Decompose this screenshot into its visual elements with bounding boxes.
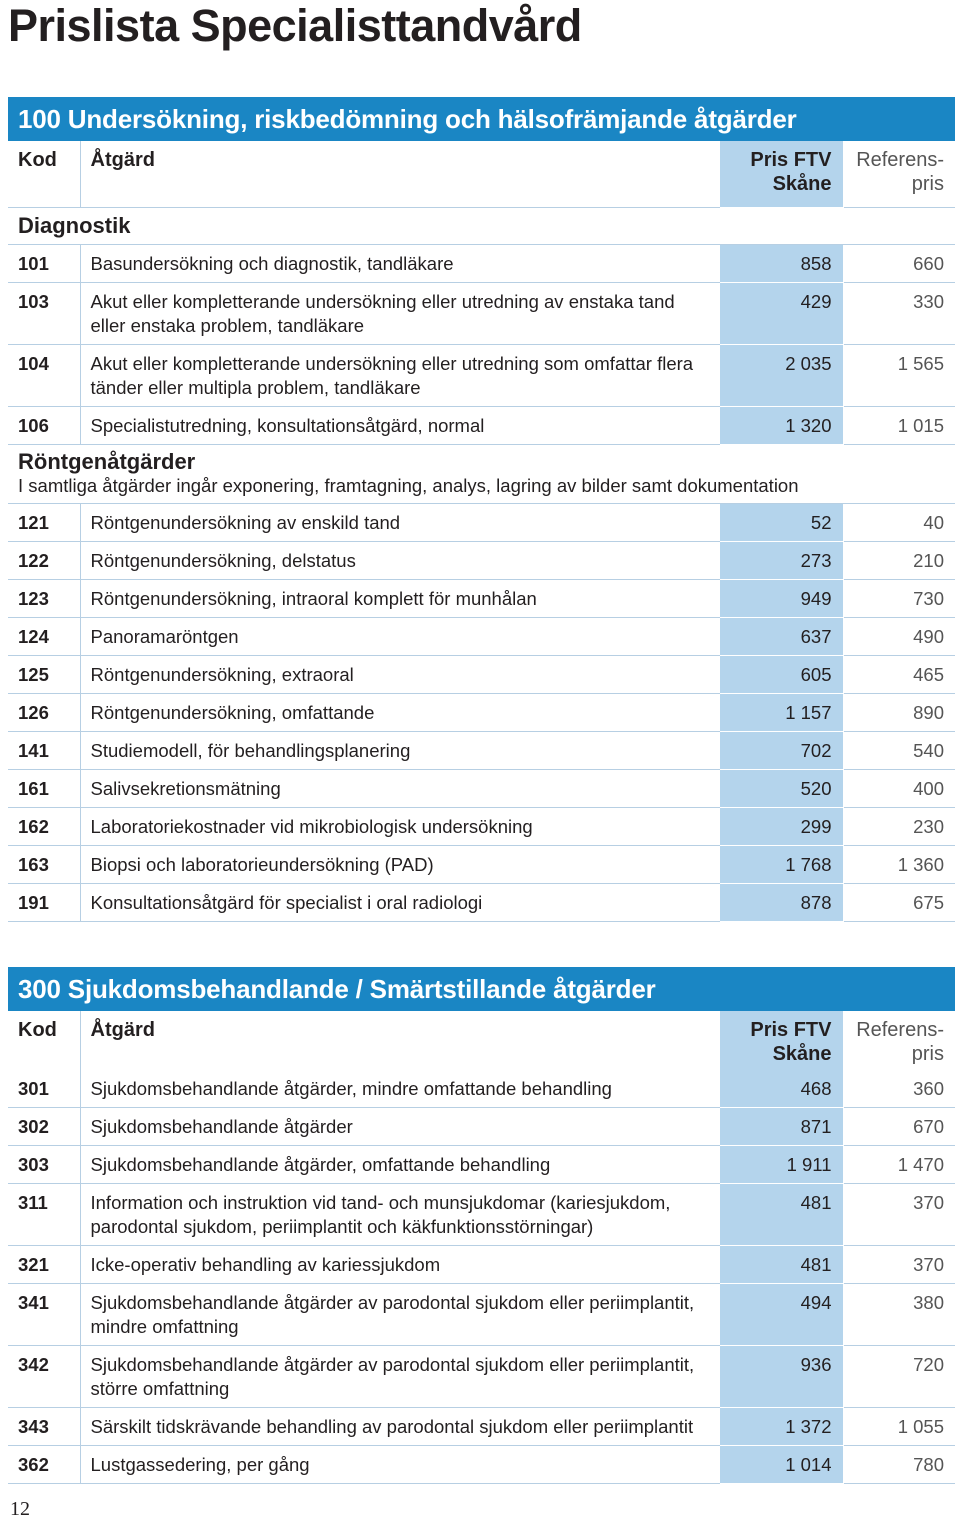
price-ftv-cell: 1 157 [720,693,843,731]
table-row [8,344,955,406]
price-ftv-cell: 702 [720,731,843,769]
code-cell: 311 [8,1184,80,1246]
price-ftv-cell: 2 035 [720,344,843,406]
reference-price-cell: 40 [843,503,955,541]
table-row [8,807,955,845]
description-cell: Röntgenundersökning, delstatus [80,541,720,579]
description-cell: Röntgenundersökning, extraoral [80,655,720,693]
reference-price-cell: 890 [843,693,955,731]
table-row [8,617,955,655]
price-ftv-cell: 481 [720,1246,843,1284]
table-row [8,1246,955,1284]
reference-price-cell: 330 [843,282,955,344]
description-cell: Salivsekretionsmätning [80,769,720,807]
section-100 [8,97,955,922]
table-row [8,731,955,769]
reference-price-cell: 1 055 [843,1408,955,1446]
reference-price-cell: 465 [843,655,955,693]
description-cell: Akut eller kompletterande undersökning eller utredning av enstaka tand eller enstaka problem, tandläkare [80,282,720,344]
table-row [8,693,955,731]
table-row [8,406,955,444]
description-cell: Särskilt tidskrävande behandling av parodontal sjukdom eller periimplantit [80,1408,720,1446]
description-cell: Sjukdomsbehandlande åtgärder [80,1108,720,1146]
code-cell: 362 [8,1446,80,1484]
table-row [8,244,955,282]
group-cell-rontgen [8,444,955,503]
description-cell: Laboratoriekostnader vid mikrobiologisk undersökning [80,807,720,845]
description-cell: Röntgenundersökning av enskild tand [80,503,720,541]
description-cell: Lustgassedering, per gång [80,1446,720,1484]
col-atgard-header: Åtgärd [80,141,720,207]
group-note-rontgen: I samtliga åtgärder ingår exponering, framtagning, analys, lagring av bilder samt dokumentation [18,474,799,496]
description-cell: Sjukdomsbehandlande åtgärder av parodontal sjukdom eller periimplantit, mindre omfattning [80,1284,720,1346]
description-cell: Sjukdomsbehandlande åtgärder av parodontal sjukdom eller periimplantit, större omfattning [80,1346,720,1408]
code-cell: 303 [8,1146,80,1184]
price-ftv-cell: 1 014 [720,1446,843,1484]
description-cell: Sjukdomsbehandlande åtgärder, mindre omfattande behandling [80,1070,720,1108]
code-cell: 122 [8,541,80,579]
code-cell: 125 [8,655,80,693]
description-cell: Basundersökning och diagnostik, tandläkare [80,244,720,282]
description-cell: Biopsi och laboratorieundersökning (PAD) [80,845,720,883]
description-cell: Panoramaröntgen [80,617,720,655]
table-row [8,1446,955,1484]
code-cell: 141 [8,731,80,769]
reference-price-cell: 380 [843,1284,955,1346]
code-cell: 161 [8,769,80,807]
table-row [8,1408,955,1446]
table-header-row [8,1011,955,1070]
reference-price-cell: 1 015 [843,406,955,444]
code-cell: 321 [8,1246,80,1284]
table-row [8,769,955,807]
table-row [8,282,955,344]
col-pris-header: Pris FTV Skåne [720,141,843,207]
description-cell: Studiemodell, för behandlingsplanering [80,731,720,769]
table-row [8,503,955,541]
group-row-rontgen [8,444,955,503]
reference-price-cell: 210 [843,541,955,579]
table-header-row [8,141,955,207]
reference-price-cell: 540 [843,731,955,769]
description-cell: Röntgenundersökning, omfattande [80,693,720,731]
description-cell: Icke-operativ behandling av kariessjukdom [80,1246,720,1284]
price-ftv-cell: 299 [720,807,843,845]
reference-price-cell: 230 [843,807,955,845]
code-cell: 343 [8,1408,80,1446]
code-cell: 301 [8,1070,80,1108]
code-cell: 123 [8,579,80,617]
code-cell: 163 [8,845,80,883]
description-cell: Röntgenundersökning, intraoral komplett för munhålan [80,579,720,617]
price-ftv-cell: 1 320 [720,406,843,444]
price-ftv-cell: 1 911 [720,1146,843,1184]
reference-price-cell: 730 [843,579,955,617]
price-ftv-cell: 637 [720,617,843,655]
code-cell: 124 [8,617,80,655]
col-kod-header: Kod [8,141,80,207]
price-ftv-cell: 878 [720,883,843,921]
price-ftv-cell: 949 [720,579,843,617]
price-ftv-cell: 520 [720,769,843,807]
price-ftv-cell: 1 372 [720,1408,843,1446]
col-ref-header: Referens- pris [843,141,955,207]
page-number: 12 [10,1498,30,1520]
page-title: Prislista Specialisttandvård [8,0,582,51]
code-cell: 103 [8,282,80,344]
reference-price-cell: 370 [843,1246,955,1284]
reference-price-cell: 370 [843,1184,955,1246]
reference-price-cell: 1 360 [843,845,955,883]
reference-price-cell: 1 470 [843,1146,955,1184]
col-ref-header: Referens- pris [856,1019,944,1065]
price-ftv-cell: 429 [720,282,843,344]
col-kod-header: Kod [8,1011,80,1070]
reference-price-cell: 720 [843,1346,955,1408]
reference-price-cell: 400 [843,769,955,807]
group-row-diagnostik [8,207,955,244]
table-row [8,883,955,921]
code-cell: 341 [8,1284,80,1346]
col-pris-header: Pris FTV Skåne [720,1011,843,1070]
group-title-diagnostik: Diagnostik [8,207,955,244]
price-table-100 [8,141,955,922]
table-row [8,655,955,693]
price-ftv-cell: 468 [720,1070,843,1108]
section-300-title: 300 Sjukdomsbehandlande / Smärtstillande åtgärder [8,967,955,1011]
code-cell: 342 [8,1346,80,1408]
price-table-300 [8,1011,955,1484]
code-cell: 191 [8,883,80,921]
description-cell: Specialistutredning, konsultationsåtgärd, normal [80,406,720,444]
code-cell: 126 [8,693,80,731]
price-ftv-cell: 52 [720,503,843,541]
reference-price-cell: 675 [843,883,955,921]
description-cell: Akut eller kompletterande undersökning eller utredning som omfattar flera tänder eller multipla problem, tandläkare [80,344,720,406]
table-row [8,1284,955,1346]
reference-price-cell: 780 [843,1446,955,1484]
description-cell: Sjukdomsbehandlande åtgärder, omfattande behandling [80,1146,720,1184]
table-row [8,1184,955,1246]
price-ftv-cell: 1 768 [720,845,843,883]
group-title-rontgen: Röntgenåtgärder [18,448,196,474]
price-ftv-cell: 936 [720,1346,843,1408]
price-ftv-cell: 858 [720,244,843,282]
table-row [8,845,955,883]
section-100-title: 100 Undersökning, riskbedömning och hälsofrämjande åtgärder [8,97,955,141]
price-ftv-cell: 871 [720,1108,843,1146]
table-row [8,1070,955,1108]
table-row [8,541,955,579]
table-row [8,1346,955,1408]
table-row [8,1146,955,1184]
reference-price-cell: 670 [843,1108,955,1146]
price-ftv-cell: 273 [720,541,843,579]
reference-price-cell: 660 [843,244,955,282]
reference-price-cell: 490 [843,617,955,655]
code-cell: 121 [8,503,80,541]
reference-price-cell: 1 565 [843,344,955,406]
reference-price-cell: 360 [843,1070,955,1108]
code-cell: 104 [8,344,80,406]
description-cell: Konsultationsåtgärd för specialist i oral radiologi [80,883,720,921]
col-atgard-header: Åtgärd [90,1019,155,1041]
code-cell: 162 [8,807,80,845]
code-cell: 106 [8,406,80,444]
description-cell: Information och instruktion vid tand- och munsjukdomar (kariesjukdom, parodontal sjukdom, periimplantit och käkfunktionsstörningar) [80,1184,720,1246]
price-ftv-cell: 481 [720,1184,843,1246]
section-300 [8,967,955,1484]
table-row [8,579,955,617]
price-ftv-cell: 605 [720,655,843,693]
code-cell: 101 [8,244,80,282]
table-row [8,1108,955,1146]
code-cell: 302 [8,1108,80,1146]
price-ftv-cell: 494 [720,1284,843,1346]
